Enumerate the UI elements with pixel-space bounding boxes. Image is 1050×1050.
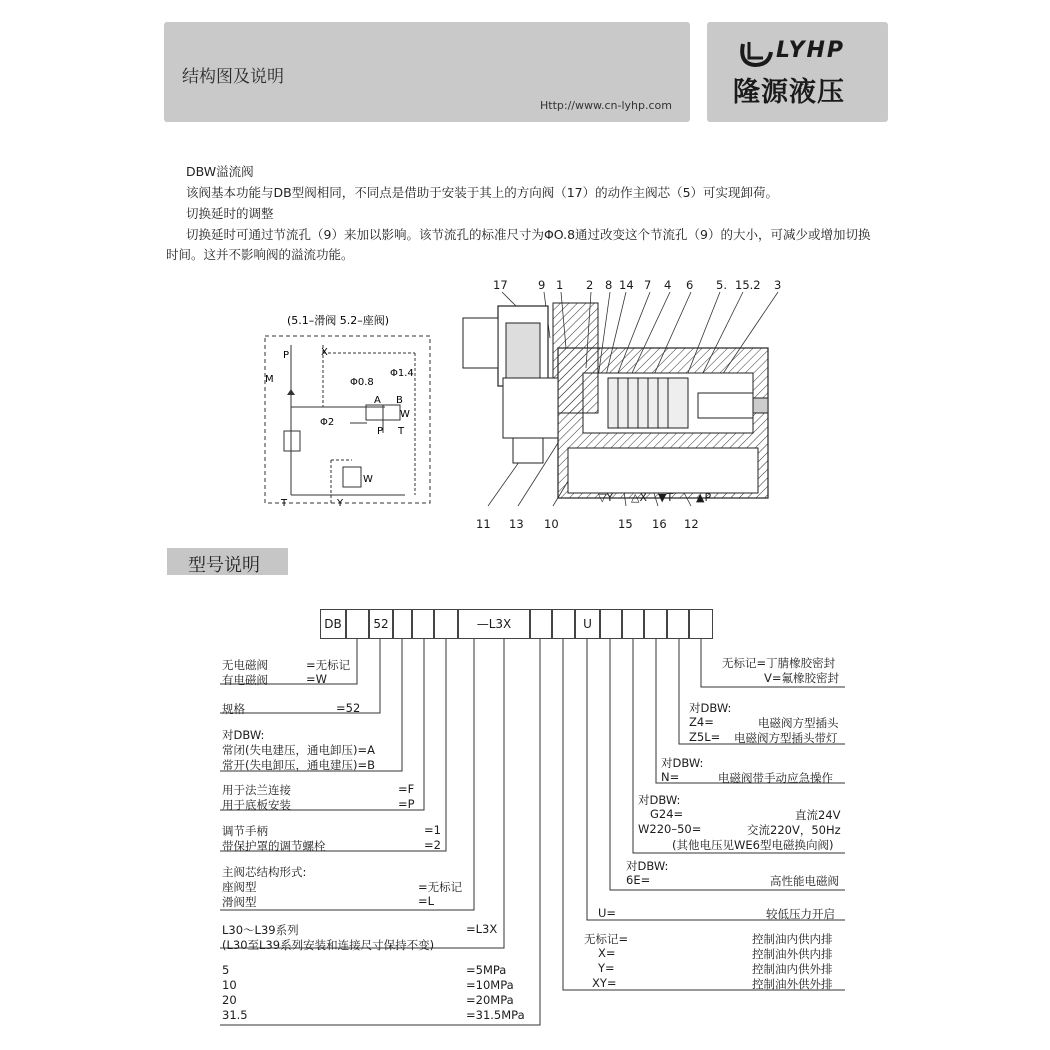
intro-heading-dbw: DBW溢流阀 bbox=[186, 164, 254, 179]
opt-label: 电磁阀带手动应急操作 bbox=[718, 771, 833, 785]
opt-label: 有电磁阀 bbox=[222, 673, 268, 687]
opt-code: =1 bbox=[424, 823, 441, 837]
logo-brand: LYHP bbox=[776, 38, 846, 63]
code-box: 52 bbox=[369, 609, 393, 639]
opt-label: 交流220V，50Hz bbox=[747, 823, 841, 837]
opt-label: 对DBW: bbox=[626, 859, 669, 873]
opt-code: =F bbox=[398, 782, 415, 796]
opt-label: 5 bbox=[222, 963, 230, 977]
opt-code: 无标记= bbox=[584, 932, 629, 946]
opt-code: =无标记 bbox=[306, 658, 351, 672]
port-y-label: Y bbox=[337, 498, 344, 509]
intro-heading-delay: 切换延时的调整 bbox=[186, 206, 274, 221]
opt-label: 滑阀型 bbox=[222, 895, 257, 909]
part-label: 4 bbox=[664, 278, 672, 292]
port-p-label: P bbox=[283, 350, 290, 361]
part-label: 15.2 bbox=[735, 278, 761, 292]
opt-label: 直流24V bbox=[795, 808, 841, 822]
part-label: 8 bbox=[605, 278, 613, 292]
part-label: 1 bbox=[556, 278, 564, 292]
opt-label: 对DBW: bbox=[222, 728, 265, 742]
opt-code: 6E= bbox=[626, 873, 651, 887]
opt-label: 对DBW: bbox=[689, 701, 732, 715]
opt-label: 无标记=丁腈橡胶密封 bbox=[722, 656, 836, 670]
opt-label: 对DBW: bbox=[638, 793, 681, 807]
intro-paragraph-1: 该阀基本功能与DB型阀相同，不同点是借助于安装于其上的方向阀（17）的动作主阀芯（5）可实现卸荷。 bbox=[186, 185, 779, 200]
opt-label: (L30至L39系列安装和连接尺寸保持不变) bbox=[222, 938, 435, 952]
port-p-marker: ▲P bbox=[696, 491, 712, 504]
valve-w-label: W bbox=[363, 474, 373, 485]
part-label: 14 bbox=[619, 278, 634, 292]
part-label: 12 bbox=[684, 517, 699, 531]
part-label: 11 bbox=[476, 517, 491, 531]
opt-label: 较低压力开启 bbox=[766, 907, 835, 921]
opt-label: 31.5 bbox=[222, 1008, 248, 1022]
opt-label: L30～L39系列 bbox=[222, 923, 299, 937]
port-p2-label: P bbox=[377, 426, 384, 437]
opt-label: 对DBW: bbox=[661, 756, 704, 770]
opt-code: =10MPa bbox=[466, 978, 514, 992]
opt-label: 常闭(失电建压，通电卸压)=A bbox=[222, 743, 375, 757]
website-url[interactable]: Http://www.cn-lyhp.com bbox=[540, 99, 672, 112]
logo-company-name: 隆源液压 bbox=[733, 77, 845, 108]
opt-label: 控制油内供内排 bbox=[752, 932, 833, 946]
part-label: 6 bbox=[686, 278, 694, 292]
orifice-08-label: Φ0.8 bbox=[350, 377, 374, 388]
opt-label: 主阀芯结构形式: bbox=[222, 865, 307, 879]
intro-paragraph-2b: 时间。这并不影响阀的溢流功能。 bbox=[166, 247, 354, 262]
opt-code: =31.5MPa bbox=[466, 1008, 525, 1022]
opt-code: =52 bbox=[336, 701, 361, 715]
opt-label: 控制油外供内排 bbox=[752, 947, 833, 961]
opt-label: 无电磁阀 bbox=[222, 658, 268, 672]
port-b-label: B bbox=[396, 395, 403, 406]
opt-code: U= bbox=[598, 906, 617, 920]
opt-code: =5MPa bbox=[466, 963, 507, 977]
part-label: 17 bbox=[493, 278, 508, 292]
opt-code: Z4= bbox=[689, 715, 714, 729]
part-label: 3 bbox=[774, 278, 782, 292]
port-t2-label: T bbox=[398, 426, 405, 437]
opt-code: =L bbox=[418, 894, 435, 908]
part-label: 10 bbox=[544, 517, 559, 531]
code-box: U bbox=[575, 609, 600, 639]
opt-code: X= bbox=[598, 946, 616, 960]
opt-label: 规格 bbox=[222, 702, 245, 716]
opt-code: =20MPa bbox=[466, 993, 514, 1007]
opt-code: Y= bbox=[598, 961, 615, 975]
opt-code: G24= bbox=[650, 807, 684, 821]
orifice-2-label: Φ2 bbox=[320, 417, 335, 428]
opt-label: V=氟橡胶密封 bbox=[764, 671, 840, 685]
opt-label: 用于底板安装 bbox=[222, 798, 291, 812]
opt-label: 控制油内供外排 bbox=[752, 962, 833, 976]
part-label: 2 bbox=[586, 278, 594, 292]
part-label: 7 bbox=[644, 278, 652, 292]
section-title: 型号说明 bbox=[188, 555, 260, 576]
port-a-label: A bbox=[374, 395, 381, 406]
opt-code: N= bbox=[661, 770, 680, 784]
code-box: DB bbox=[320, 609, 346, 639]
opt-code: =2 bbox=[424, 838, 441, 852]
orifice-14-label: Φ1.4 bbox=[390, 368, 414, 379]
port-t-label: T bbox=[281, 498, 288, 509]
part-label: 15 bbox=[618, 517, 633, 531]
opt-code: =W bbox=[306, 672, 328, 686]
schematic-caption: (5.1–滑阀 5.2–座阀) bbox=[287, 314, 390, 327]
opt-label: 控制油外供外排 bbox=[752, 977, 833, 991]
opt-label: 常开(失电卸压，通电建压)=B bbox=[222, 758, 375, 772]
opt-code: =无标记 bbox=[418, 880, 463, 894]
part-label: 9 bbox=[538, 278, 546, 292]
opt-label: 带保护罩的调节螺栓 bbox=[222, 839, 326, 853]
solenoid-w-label: W bbox=[400, 409, 410, 420]
opt-code: Z5L= bbox=[689, 730, 721, 744]
part-label: 13 bbox=[509, 517, 524, 531]
port-m-label: M bbox=[265, 374, 274, 385]
opt-code: W220–50= bbox=[638, 822, 702, 836]
part-label: 16 bbox=[652, 517, 667, 531]
opt-code: XY= bbox=[592, 976, 617, 990]
intro-paragraph-2a: 切换延时可通过节流孔（9）来加以影响。该节流孔的标准尺寸为ΦO.8通过改变这个节流孔（9）的大小，可减少或增加切换 bbox=[186, 227, 871, 242]
port-y-marker: ▽Y bbox=[598, 491, 614, 504]
port-x-marker: △X bbox=[631, 491, 647, 504]
page-title: 结构图及说明 bbox=[182, 67, 284, 87]
part-label: 5. bbox=[716, 278, 727, 292]
opt-code: =L3X bbox=[466, 922, 498, 936]
opt-label: 高性能电磁阀 bbox=[770, 874, 839, 888]
opt-label: 10 bbox=[222, 978, 237, 992]
opt-label: 座阀型 bbox=[222, 880, 257, 894]
opt-label: 电磁阀方型插头 bbox=[758, 716, 839, 730]
port-t-marker: ▼T bbox=[658, 491, 674, 504]
port-x-label: X bbox=[321, 347, 328, 358]
opt-label: 电磁阀方型插头带灯 bbox=[734, 731, 838, 745]
opt-label: (其他电压见WE6型电磁换向阀) bbox=[672, 838, 834, 852]
opt-code: =P bbox=[398, 797, 415, 811]
opt-label: 用于法兰连接 bbox=[222, 783, 291, 797]
code-box: —L3X bbox=[458, 609, 530, 639]
opt-label: 调节手柄 bbox=[222, 824, 268, 838]
opt-label: 20 bbox=[222, 993, 237, 1007]
